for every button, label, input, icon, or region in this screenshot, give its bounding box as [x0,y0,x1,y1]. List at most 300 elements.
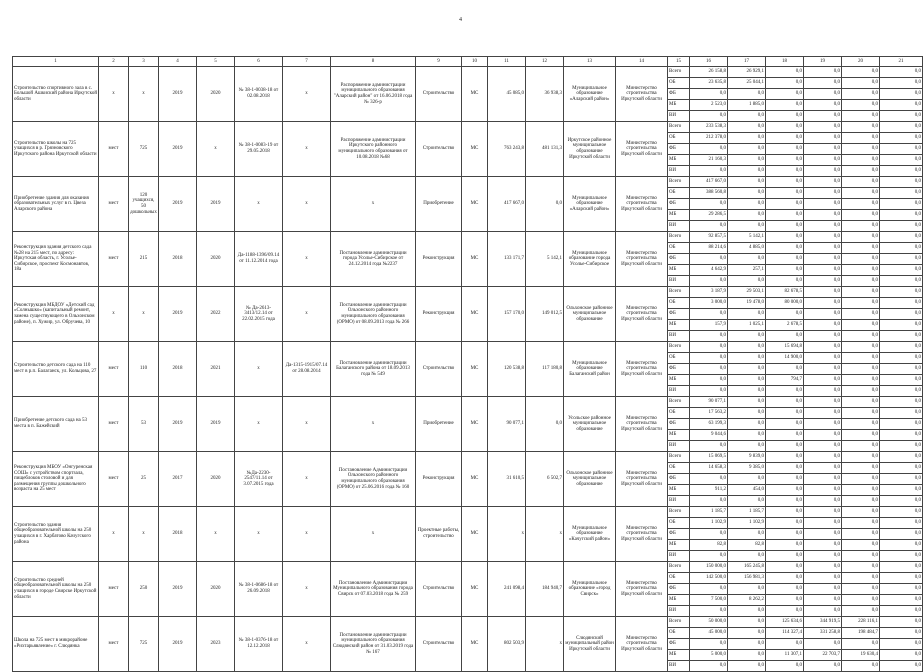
funding-source: ОБ [668,133,690,144]
column-number: 13 [564,57,616,67]
funding-amount: 0,0 [842,111,880,122]
remaining-cost: 184 940,7 [526,562,564,617]
remaining-cost: x [526,617,564,672]
funding-amount: 0,0 [880,265,923,276]
funding-amount: 0,0 [728,254,766,265]
funding-source: ФБ [668,364,690,375]
funding-amount: 0,0 [880,221,923,232]
remaining-cost: 0,0 [526,397,564,452]
remaining-cost: 149 012,5 [526,287,564,342]
funding-amount: 0,0 [880,144,923,155]
unit: мест [99,177,129,232]
funding-source: ВИ [668,221,690,232]
funding-amount: 0,0 [880,408,923,419]
funding-amount: 0,0 [880,89,923,100]
funding-amount: 21 160,3 [690,155,728,166]
funding-amount: 0,0 [766,661,804,672]
funding-amount: 0,0 [880,243,923,254]
funding-amount: 0,0 [766,496,804,507]
customer: Иркутское районное муниципальное образование Иркутской области [564,122,616,177]
ownership: МС [462,617,488,672]
funding-amount: 0,0 [766,133,804,144]
capacity: 120 учащихся, 50 дошкольных [129,177,159,232]
funding-amount: 0,0 [766,100,804,111]
funding-amount: 0,0 [880,441,923,452]
end-year: 2023 [197,617,235,672]
funding-amount: 0,0 [690,375,728,386]
funding-source: МБ [668,485,690,496]
funding-amount: 0,0 [842,518,880,529]
start-year: 2019 [159,67,197,122]
funding-amount: 0,0 [766,463,804,474]
customer: Ольхонское районное муниципальное образование [564,287,616,342]
funding-amount: 0,0 [880,155,923,166]
funding-amount: 26 929,1 [728,67,766,78]
funding-amount: 0,0 [880,210,923,221]
responsible-ministry: Министерство строительства Иркутской области [616,232,668,287]
funding-amount: 0,0 [880,507,923,518]
approval-doc: x [283,232,331,287]
unit: мест [99,397,129,452]
funding-amount: 0,0 [766,397,804,408]
funding-amount: 0,0 [804,375,842,386]
funding-amount: 0,0 [880,485,923,496]
funding-source: ФБ [668,89,690,100]
funding-amount: 0,0 [804,529,842,540]
funding-amount: 4 642,9 [690,265,728,276]
table-row [13,232,923,243]
decision-doc: Распоряжение администрации Иркутского районного муниципального образования от 10.08.2018 №68 [331,122,416,177]
estimated-cost: 31 610,5 [488,452,526,507]
funding-amount: 0,0 [766,243,804,254]
funding-amount: 0,0 [842,199,880,210]
funding-amount: 0,0 [690,353,728,364]
funding-amount: 0,0 [842,232,880,243]
estimated-cost: 90 077,1 [488,397,526,452]
expertise-conclusion: № 38-1-0083-19 от 29.05.2018 [235,122,283,177]
customer: Муниципальное образование Балаганский район [564,342,616,397]
funding-amount: 0,0 [766,485,804,496]
funding-amount: 0,0 [804,419,842,430]
expertise-conclusion: № 38-1-0038-18 от 02.08.2018 [235,67,283,122]
funding-amount: 0,0 [880,595,923,606]
funding-source: ФБ [668,419,690,430]
funding-amount: 0,0 [842,562,880,573]
funding-amount: 0,0 [842,309,880,320]
funding-amount: 0,0 [728,166,766,177]
column-number: 14 [616,57,668,67]
funding-amount: 0,0 [766,89,804,100]
capacity: 250 [129,562,159,617]
funding-amount: 257,1 [728,265,766,276]
funding-amount: 29 503,1 [728,287,766,298]
funding-amount: 0,0 [880,133,923,144]
funding-source: ФБ [668,309,690,320]
approval-doc: x [283,507,331,562]
funding-amount: 212 378,0 [690,133,728,144]
funding-amount: 0,0 [842,177,880,188]
funding-amount: 0,0 [804,78,842,89]
approval-doc: x [283,177,331,232]
column-number: 10 [462,57,488,67]
funding-amount: 157,9 [690,320,728,331]
funding-amount: 11 307,1 [766,650,804,661]
funding-amount: 0,0 [804,144,842,155]
funding-amount: 1 102,9 [690,518,728,529]
funding-source: ВИ [668,441,690,452]
approval-doc: x [283,67,331,122]
funding-amount: 0,0 [728,122,766,133]
funding-amount: 0,0 [728,199,766,210]
funding-amount: 25 044,1 [728,78,766,89]
funding-amount: 0,0 [804,199,842,210]
project-name: Приобретение детского сада на 53 места в п. Бажейский [13,397,99,452]
funding-amount: 0,0 [804,177,842,188]
unit: мест [99,617,129,672]
funding-amount: 0,0 [728,617,766,628]
responsible-ministry: Министерство строительства Иркутской области [616,67,668,122]
responsible-ministry: Министерство строительства Иркутской области [616,562,668,617]
funding-amount: 0,0 [728,639,766,650]
funding-amount: 0,0 [880,199,923,210]
estimated-cost: x [488,507,526,562]
funding-amount: 0,0 [728,89,766,100]
funding-amount: 0,0 [804,111,842,122]
start-year: 2019 [159,397,197,452]
funding-source: ОБ [668,78,690,89]
responsible-ministry: Министерство строительства Иркутской области [616,287,668,342]
work-type: Строительство [416,67,462,122]
funding-amount: 0,0 [804,276,842,287]
end-year: 2020 [197,562,235,617]
funding-amount: 0,0 [842,100,880,111]
estimated-cost: 763 243,8 [488,122,526,177]
funding-amount: 0,0 [804,342,842,353]
funding-amount: 0,0 [766,364,804,375]
funding-source: ОБ [668,353,690,364]
funding-amount: 0,0 [728,144,766,155]
funding-amount: 0,0 [842,430,880,441]
expertise-conclusion: № Да-2613-3413/12.14 от 22.02.2015 года [235,287,283,342]
funding-source: МБ [668,210,690,221]
customer: Ольхонское районное муниципальное образование [564,452,616,507]
funding-amount: 0,0 [842,243,880,254]
column-number: 17 [728,57,766,67]
funding-amount: 0,0 [804,100,842,111]
responsible-ministry: Министерство строительства Иркутской области [616,617,668,672]
funding-amount: 0,0 [842,331,880,342]
funding-amount: 29 286,5 [690,210,728,221]
funding-source: Всего [668,287,690,298]
funding-source: Всего [668,397,690,408]
funding-amount: 0,0 [880,584,923,595]
unit: x [99,507,129,562]
decision-doc: Постановление Администрации Ольхонского районного муниципального образования (ОРМО) от 25.06.2016 года № 160 [331,452,416,507]
funding-amount: 0,0 [880,606,923,617]
project-name: Строительство средней общеобразовательной школы на 250 учащихся в городе Свирске Иркутской области [13,562,99,617]
funding-amount: 0,0 [728,353,766,364]
funding-amount: 0,0 [766,452,804,463]
funding-amount: 0,0 [766,441,804,452]
funding-source: ОБ [668,298,690,309]
funding-amount: 0,0 [728,342,766,353]
funding-amount: 0,0 [728,551,766,562]
funding-amount: 0,0 [728,628,766,639]
work-type: Строительство [416,562,462,617]
decision-doc: x [331,177,416,232]
funding-amount: 0,0 [880,177,923,188]
funding-amount: 4 885,0 [728,243,766,254]
funding-amount: 0,0 [804,408,842,419]
remaining-cost: x [526,507,564,562]
funding-amount: 0,0 [804,243,842,254]
funding-amount: 0,0 [842,386,880,397]
funding-amount: 198 484,7 [842,628,880,639]
customer: Муниципальное образование «Аларский район» [564,67,616,122]
funding-source: МБ [668,320,690,331]
expertise-conclusion: № 38-1-0686-18 от 26.09.2018 [235,562,283,617]
end-year: 2022 [197,287,235,342]
funding-source: ВИ [668,111,690,122]
funding-amount: 0,0 [766,67,804,78]
funding-amount: 0,0 [880,78,923,89]
funding-amount: 114 327,4 [766,628,804,639]
funding-source: ОБ [668,463,690,474]
ownership: МС [462,397,488,452]
funding-source: МБ [668,430,690,441]
funding-amount: 0,0 [880,342,923,353]
funding-amount: 0,0 [766,78,804,89]
funding-amount: 82 678,5 [766,287,804,298]
funding-amount: 0,0 [804,507,842,518]
funding-amount: 0,0 [842,507,880,518]
funding-source: Всего [668,122,690,133]
funding-amount: 0,0 [804,298,842,309]
funding-source: Всего [668,67,690,78]
funding-amount: 0,0 [842,595,880,606]
funding-amount: 0,0 [842,639,880,650]
column-number: 18 [766,57,804,67]
funding-amount: 15 069,5 [690,452,728,463]
funding-amount: 0,0 [880,540,923,551]
funding-amount: 3 187,9 [690,287,728,298]
responsible-ministry: Министерство строительства Иркутской области [616,452,668,507]
remaining-cost: 0,0 [526,177,564,232]
funding-amount: 0,0 [880,650,923,661]
funding-amount: 0,0 [804,595,842,606]
funding-amount: 0,0 [728,474,766,485]
funding-source: Всего [668,617,690,628]
approval-doc: Да-1315-1915/07.14 от 28.08.2014 [283,342,331,397]
funding-source: ОБ [668,573,690,584]
funding-amount: 0,0 [804,551,842,562]
funding-amount: 0,0 [728,210,766,221]
customer: Муниципальное образование «Качугский район» [564,507,616,562]
table-row [13,122,923,133]
ownership: МС [462,232,488,287]
expertise-conclusion: x [235,397,283,452]
funding-source: ФБ [668,584,690,595]
funding-amount: 0,0 [804,133,842,144]
funding-amount: 1 025,1 [728,320,766,331]
remaining-cost: 481 131,3 [526,122,564,177]
funding-amount: 45 000,0 [690,628,728,639]
funding-amount: 0,0 [766,573,804,584]
remaining-cost: 36 938,3 [526,67,564,122]
funding-source: ОБ [668,243,690,254]
work-type: Приобретение [416,177,462,232]
estimated-cost: 45 085,0 [488,67,526,122]
funding-amount: 0,0 [842,89,880,100]
funding-amount: 0,0 [842,584,880,595]
funding-amount: 0,0 [880,375,923,386]
funding-amount: 0,0 [804,67,842,78]
work-type: Строительство [416,122,462,177]
decision-doc: Постановление администрации Ольхонского районного муниципального образования (ОРМО) от 08.09.2013 года № 266 [331,287,416,342]
funding-amount: 0,0 [804,661,842,672]
table-row [13,67,923,78]
column-number-row [13,57,923,67]
funding-source: МБ [668,375,690,386]
funding-amount: 0,0 [766,507,804,518]
estimated-cost: 241 098,4 [488,562,526,617]
funding-amount: 0,0 [842,298,880,309]
start-year: 2018 [159,232,197,287]
funding-amount: 19 630,4 [842,650,880,661]
funding-source: Всего [668,342,690,353]
funding-amount: 63 199,3 [690,419,728,430]
funding-amount: 0,0 [804,254,842,265]
funding-amount: 0,0 [804,232,842,243]
funding-amount: 0,0 [766,474,804,485]
capacity: 725 [129,617,159,672]
funding-amount: 0,0 [880,122,923,133]
funding-amount: 1 885,0 [728,100,766,111]
page-number: 4 [459,17,462,23]
funding-amount: 0,0 [804,89,842,100]
start-year: 2018 [159,342,197,397]
customer: Муниципальное образование «город Свирск» [564,562,616,617]
funding-amount: 0,0 [842,67,880,78]
funding-amount: 0,0 [804,430,842,441]
funding-amount: 125 634,6 [766,617,804,628]
unit: x [99,287,129,342]
project-name: Строительство спортивного зала в с. Большой Ашкиский района Иркутской области [13,67,99,122]
funding-amount: 0,0 [842,419,880,430]
funding-source: Всего [668,562,690,573]
funding-amount: 0,0 [880,562,923,573]
funding-amount: 0,0 [804,540,842,551]
funding-source: Всего [668,507,690,518]
funding-amount: 0,0 [728,441,766,452]
unit: мест [99,452,129,507]
investment-table [12,56,923,672]
table-row [13,177,923,188]
funding-amount: 0,0 [728,221,766,232]
end-year: 2021 [197,342,235,397]
funding-amount: 0,0 [880,353,923,364]
column-number: 7 [283,57,331,67]
funding-amount: 0,0 [766,166,804,177]
funding-amount: 331 258,8 [804,628,842,639]
end-year: 2019 [197,397,235,452]
funding-amount: 0,0 [842,320,880,331]
decision-doc: Постановление администрации города Усолье-Сибирское от 24.12.2014 года №2237 [331,232,416,287]
funding-amount: 0,0 [804,265,842,276]
funding-amount: 0,0 [804,606,842,617]
start-year: 2019 [159,562,197,617]
end-year: 2019 [197,177,235,232]
funding-amount: 0,0 [842,166,880,177]
funding-amount: 156 981,3 [728,573,766,584]
estimated-cost: 120 538,8 [488,342,526,397]
funding-amount: 0,0 [842,144,880,155]
funding-amount: 0,0 [766,188,804,199]
funding-amount: 0,0 [766,430,804,441]
funding-amount: 0,0 [728,661,766,672]
column-number: 4 [159,57,197,67]
funding-amount: 1 185,7 [690,507,728,518]
start-year: 2019 [159,122,197,177]
funding-amount: 0,0 [690,254,728,265]
decision-doc: Распоряжение администрации муниципального образования "Аларский район" от 16.06.2018 года № 326-р [331,67,416,122]
funding-amount: 0,0 [880,111,923,122]
funding-amount: 0,0 [880,166,923,177]
project-name: Строительство школы на 725 учащихся в р. Грязновского Иркутского района Иркутской области [13,122,99,177]
funding-amount: 0,0 [728,386,766,397]
funding-amount: 0,0 [842,452,880,463]
funding-amount: 0,0 [690,144,728,155]
approval-doc: x [283,617,331,672]
funding-source: МБ [668,650,690,661]
funding-amount: 0,0 [842,485,880,496]
funding-amount: 9 839,0 [728,452,766,463]
funding-source: ФБ [668,474,690,485]
funding-amount: 0,0 [690,474,728,485]
funding-amount: 22 703,7 [804,650,842,661]
funding-amount: 0,0 [804,463,842,474]
funding-source: ФБ [668,529,690,540]
funding-amount: 0,0 [804,441,842,452]
remaining-cost: 117 180,8 [526,342,564,397]
funding-amount: 344 919,5 [804,617,842,628]
funding-amount: 0,0 [880,254,923,265]
funding-amount: 0,0 [766,232,804,243]
funding-source: ФБ [668,639,690,650]
expertise-conclusion: x [235,177,283,232]
expertise-conclusion: №Да-2230-2547/11.14 от 3.07.2015 года [235,452,283,507]
funding-amount: 0,0 [766,309,804,320]
capacity: 110 [129,342,159,397]
funding-amount: 23 635,8 [690,78,728,89]
funding-amount: 0,0 [804,353,842,364]
funding-amount: 0,0 [804,573,842,584]
funding-amount: 0,0 [766,386,804,397]
funding-amount: 0,0 [842,78,880,89]
funding-amount: 0,0 [804,386,842,397]
funding-source: ВИ [668,496,690,507]
funding-amount: 0,0 [728,408,766,419]
funding-amount: 15 694,8 [766,342,804,353]
work-type: Приобретение [416,397,462,452]
project-name: Строительство здания общеобразовательной школы на 250 учащихся в г. Харбатово Качугского района [13,507,99,562]
work-type: Реконструкция [416,452,462,507]
funding-amount: 80 000,0 [766,298,804,309]
end-year: 2020 [197,232,235,287]
column-number: 2 [99,57,129,67]
column-number: 20 [842,57,880,67]
table-row [13,452,923,463]
